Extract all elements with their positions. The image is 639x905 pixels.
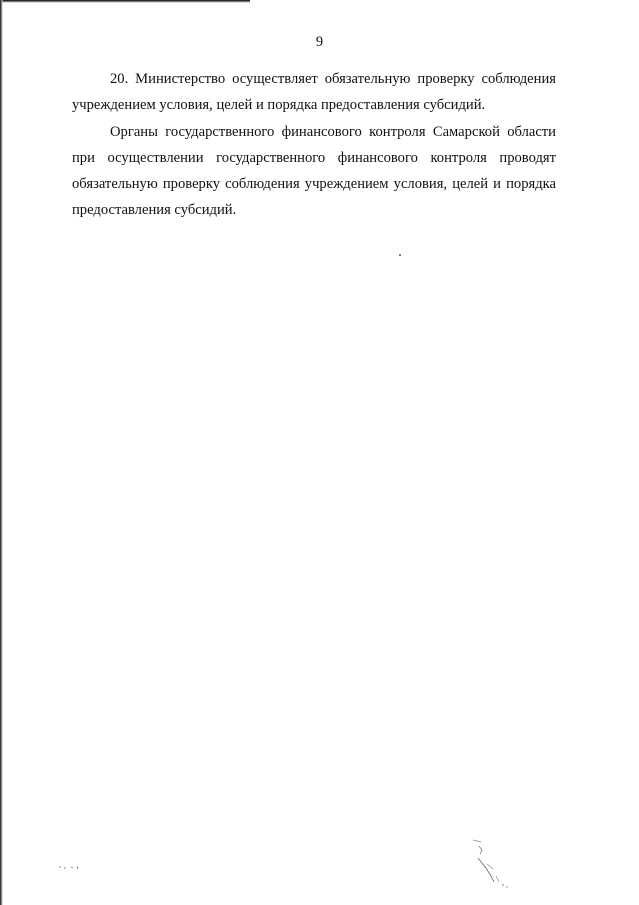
scan-speck — [399, 254, 401, 256]
document-body — [72, 66, 556, 223]
scan-border-left — [0, 0, 3, 905]
paragraph-clause-20: 20. Министерство осуществляет обязательную проверку соблюдения учреждением условия, целей и порядка предоставления субсидий. — [72, 71, 556, 113]
page-number: 9 — [315, 34, 324, 50]
paragraph-financial-control: Органы государственного финансового контроля Самарской области при осуществлении государственного финансового контроля проводят обязательную проверку соблюдения учреждением условия, целей и порядка предоставления субсидий. — [72, 124, 556, 218]
scan-artifact-left — [58, 862, 82, 872]
scan-artifact-right — [463, 838, 511, 890]
scan-border-top — [0, 0, 250, 3]
